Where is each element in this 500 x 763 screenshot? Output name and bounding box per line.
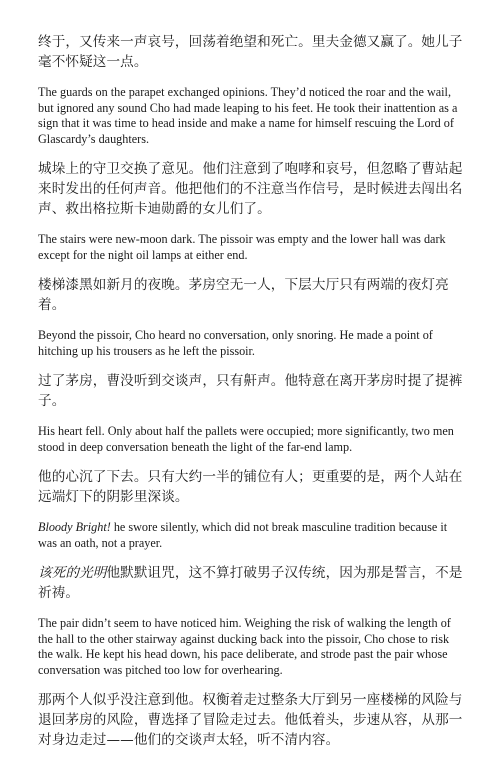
paragraph-zh: 过了茅房，曹没听到交谈声，只有鼾声。他特意在离开茅房时提了提裤子。 bbox=[38, 373, 463, 409]
paragraph-zh: 他的心沉了下去。只有大约一半的铺位有人；更重要的是，两个人站在远端灯下的阴影里深谈。 bbox=[38, 469, 463, 505]
paragraph-zh: 楼梯漆黑如新月的夜晚。茅房空无一人，下层大厅只有两端的夜灯亮着。 bbox=[38, 277, 449, 313]
paragraph-text: 他默默诅咒，这不算打破男子汉传统，因为那是誓言，不是祈祷。 bbox=[38, 565, 463, 601]
document-page bbox=[38, 32, 464, 763]
italic-phrase: 该死的光明 bbox=[38, 565, 107, 581]
paragraph-en: The pair didn’t seem to have noticed him. Weighing the risk of walking the length of the hall to the other stairway against ducking back into the pissoir, Cho chose to risk the walk. He kept his head down, his pace deliberate, and strode past the pair whose conversation was pitched too low for overhearing. bbox=[38, 616, 451, 677]
paragraph-en: Beyond the pissoir, Cho heard no conversation, only snoring. He made a point of hitching up his trousers as he left the pissoir. bbox=[38, 328, 433, 358]
paragraph-en: His heart fell. Only about half the pallets were occupied; more significantly, two men stood in deep conversation beneath the light of the far-end lamp. bbox=[38, 424, 454, 454]
italic-phrase: Bloody Bright! bbox=[38, 520, 111, 534]
paragraph-en: The stairs were new-moon dark. The pissoir was empty and the lower hall was dark except for the night oil lamps at either end. bbox=[38, 232, 446, 262]
paragraph-zh bbox=[38, 563, 464, 603]
paragraph-zh: 终于，又传来一声哀号，回荡着绝望和死亡。里夫金德又赢了。她儿子毫不怀疑这一点。 bbox=[38, 34, 463, 70]
paragraph-en: The guards on the parapet exchanged opinions. They’d noticed the roar and the wail, but ignored any sound Cho had made leaping to his feet. He took their inattention as a sign that it was time to head inside and make a name for himself rescuing the Lord of Glascardy’s daughters. bbox=[38, 85, 458, 146]
paragraph-zh: 城垛上的守卫交换了意见。他们注意到了咆哮和哀号，但忽略了曹站起来时发出的任何声音。他把他们的不注意当作信号，是时候进去闯出名声、救出格拉斯卡迪勋爵的女儿们了。 bbox=[38, 161, 463, 217]
paragraph-en bbox=[38, 520, 464, 551]
paragraph-text: he swore silently, which did not break masculine tradition because it was an oath, not a prayer. bbox=[38, 520, 448, 550]
paragraph-zh: 那两个人似乎没注意到他。权衡着走过整条大厅到另一座楼梯的风险与退回茅房的风险，曹选择了冒险走过去。他低着头，步速从容，从那一对身边走过——他们的交谈声太轻，听不清内容。 bbox=[38, 692, 463, 748]
